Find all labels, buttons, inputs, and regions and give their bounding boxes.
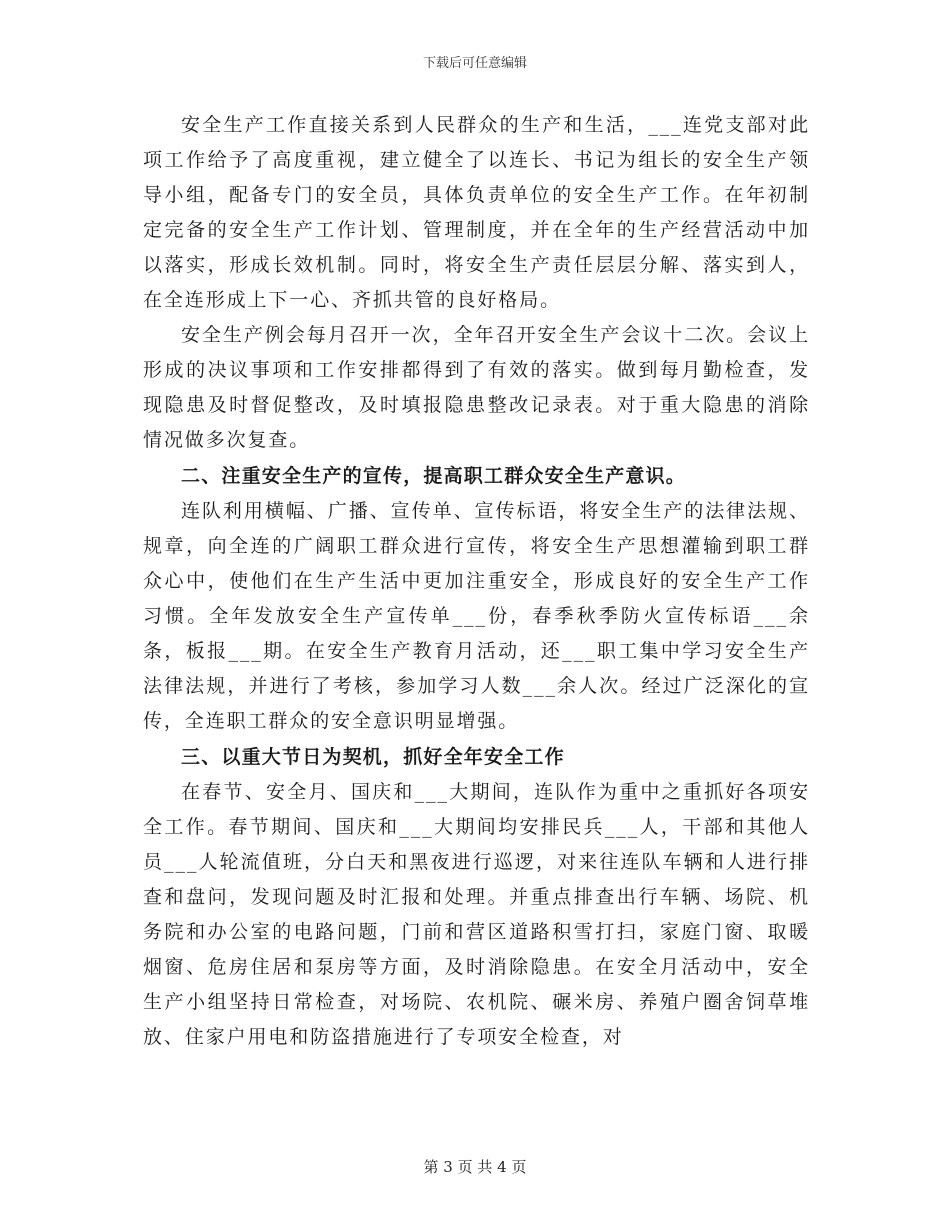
- paragraph-safety-leadership: 安全生产工作直接关系到人民群众的生产和生活，___连党支部对此项工作给予了高度重视，建立健全了以连长、书记为组长的安全生产领导小组，配备专门的安全员，具体负责单位的安全生产工作。在年初制定完备的安全生产工作计划、管理制度，并在全年的生产经营活动中加以落实，形成长效机制。同时，将安全生产责任层层分解、落实到人，在全连形成上下一心、齐抓共管的良好格局。: [143, 114, 810, 311]
- paragraph-monthly-meetings: 安全生产例会每月召开一次，全年召开安全生产会议十二次。会议上形成的决议事项和工作安排都得到了有效的落实。做到每月勤检查，发现隐患及时督促整改，及时填报隐患整改记录表。对于重大隐患的消除情况做多次复查。: [143, 324, 810, 451]
- section-heading-3: 三、以重大节日为契机，抓好全年安全工作: [181, 746, 565, 768]
- section-heading-2: 二、注重安全生产的宣传，提高职工群众安全生产意识。: [181, 465, 687, 487]
- paragraph-holiday-safety: 在春节、安全月、国庆和___大期间，连队作为重中之重抓好各项安全工作。春节期间、国庆和___大期间均安排民兵___人，干部和其他人员___人轮流值班，分白天和黑夜进行巡逻，对来往连队车辆和人进行排查和盘问，发现问题及时汇报和处理。并重点排查出行车辆、场院、机务院和办公室的电路问题，门前和营区道路积雪打扫，家庭门窗、取暖烟窗、危房住居和泵房等方面，及时消除隐患。在安全月活动中，安全生产小组坚持日常检查，对场院、农机院、碾米房、养殖户圈舍饲草堆放、住家户用电和防盗措施进行了专项安全检查，对: [143, 781, 810, 1048]
- page-footer: 第 3 页 共 4 页: [423, 1158, 527, 1176]
- page-header: 下载后可任意编辑: [422, 56, 527, 71]
- document-body: [143, 108, 810, 1055]
- paragraph-publicity: 连队利用横幅、广播、宣传单、宣传标语，将安全生产的法律法规、规章，向全连的广阔职工群众进行宣传，将安全生产思想灌输到职工群众心中，使他们在生产生活中更加注重安全，形成良好的安全生产工作习惯。全年发放安全生产宣传单___份，春季秋季防火宣传标语___余条，板报___期。在安全生产教育月活动，还___职工集中学习安全生产法律法规，并进行了考核，参加学习人数___余人次。经过广泛深化的宣传，全连职工群众的安全意识明显增强。: [143, 500, 810, 732]
